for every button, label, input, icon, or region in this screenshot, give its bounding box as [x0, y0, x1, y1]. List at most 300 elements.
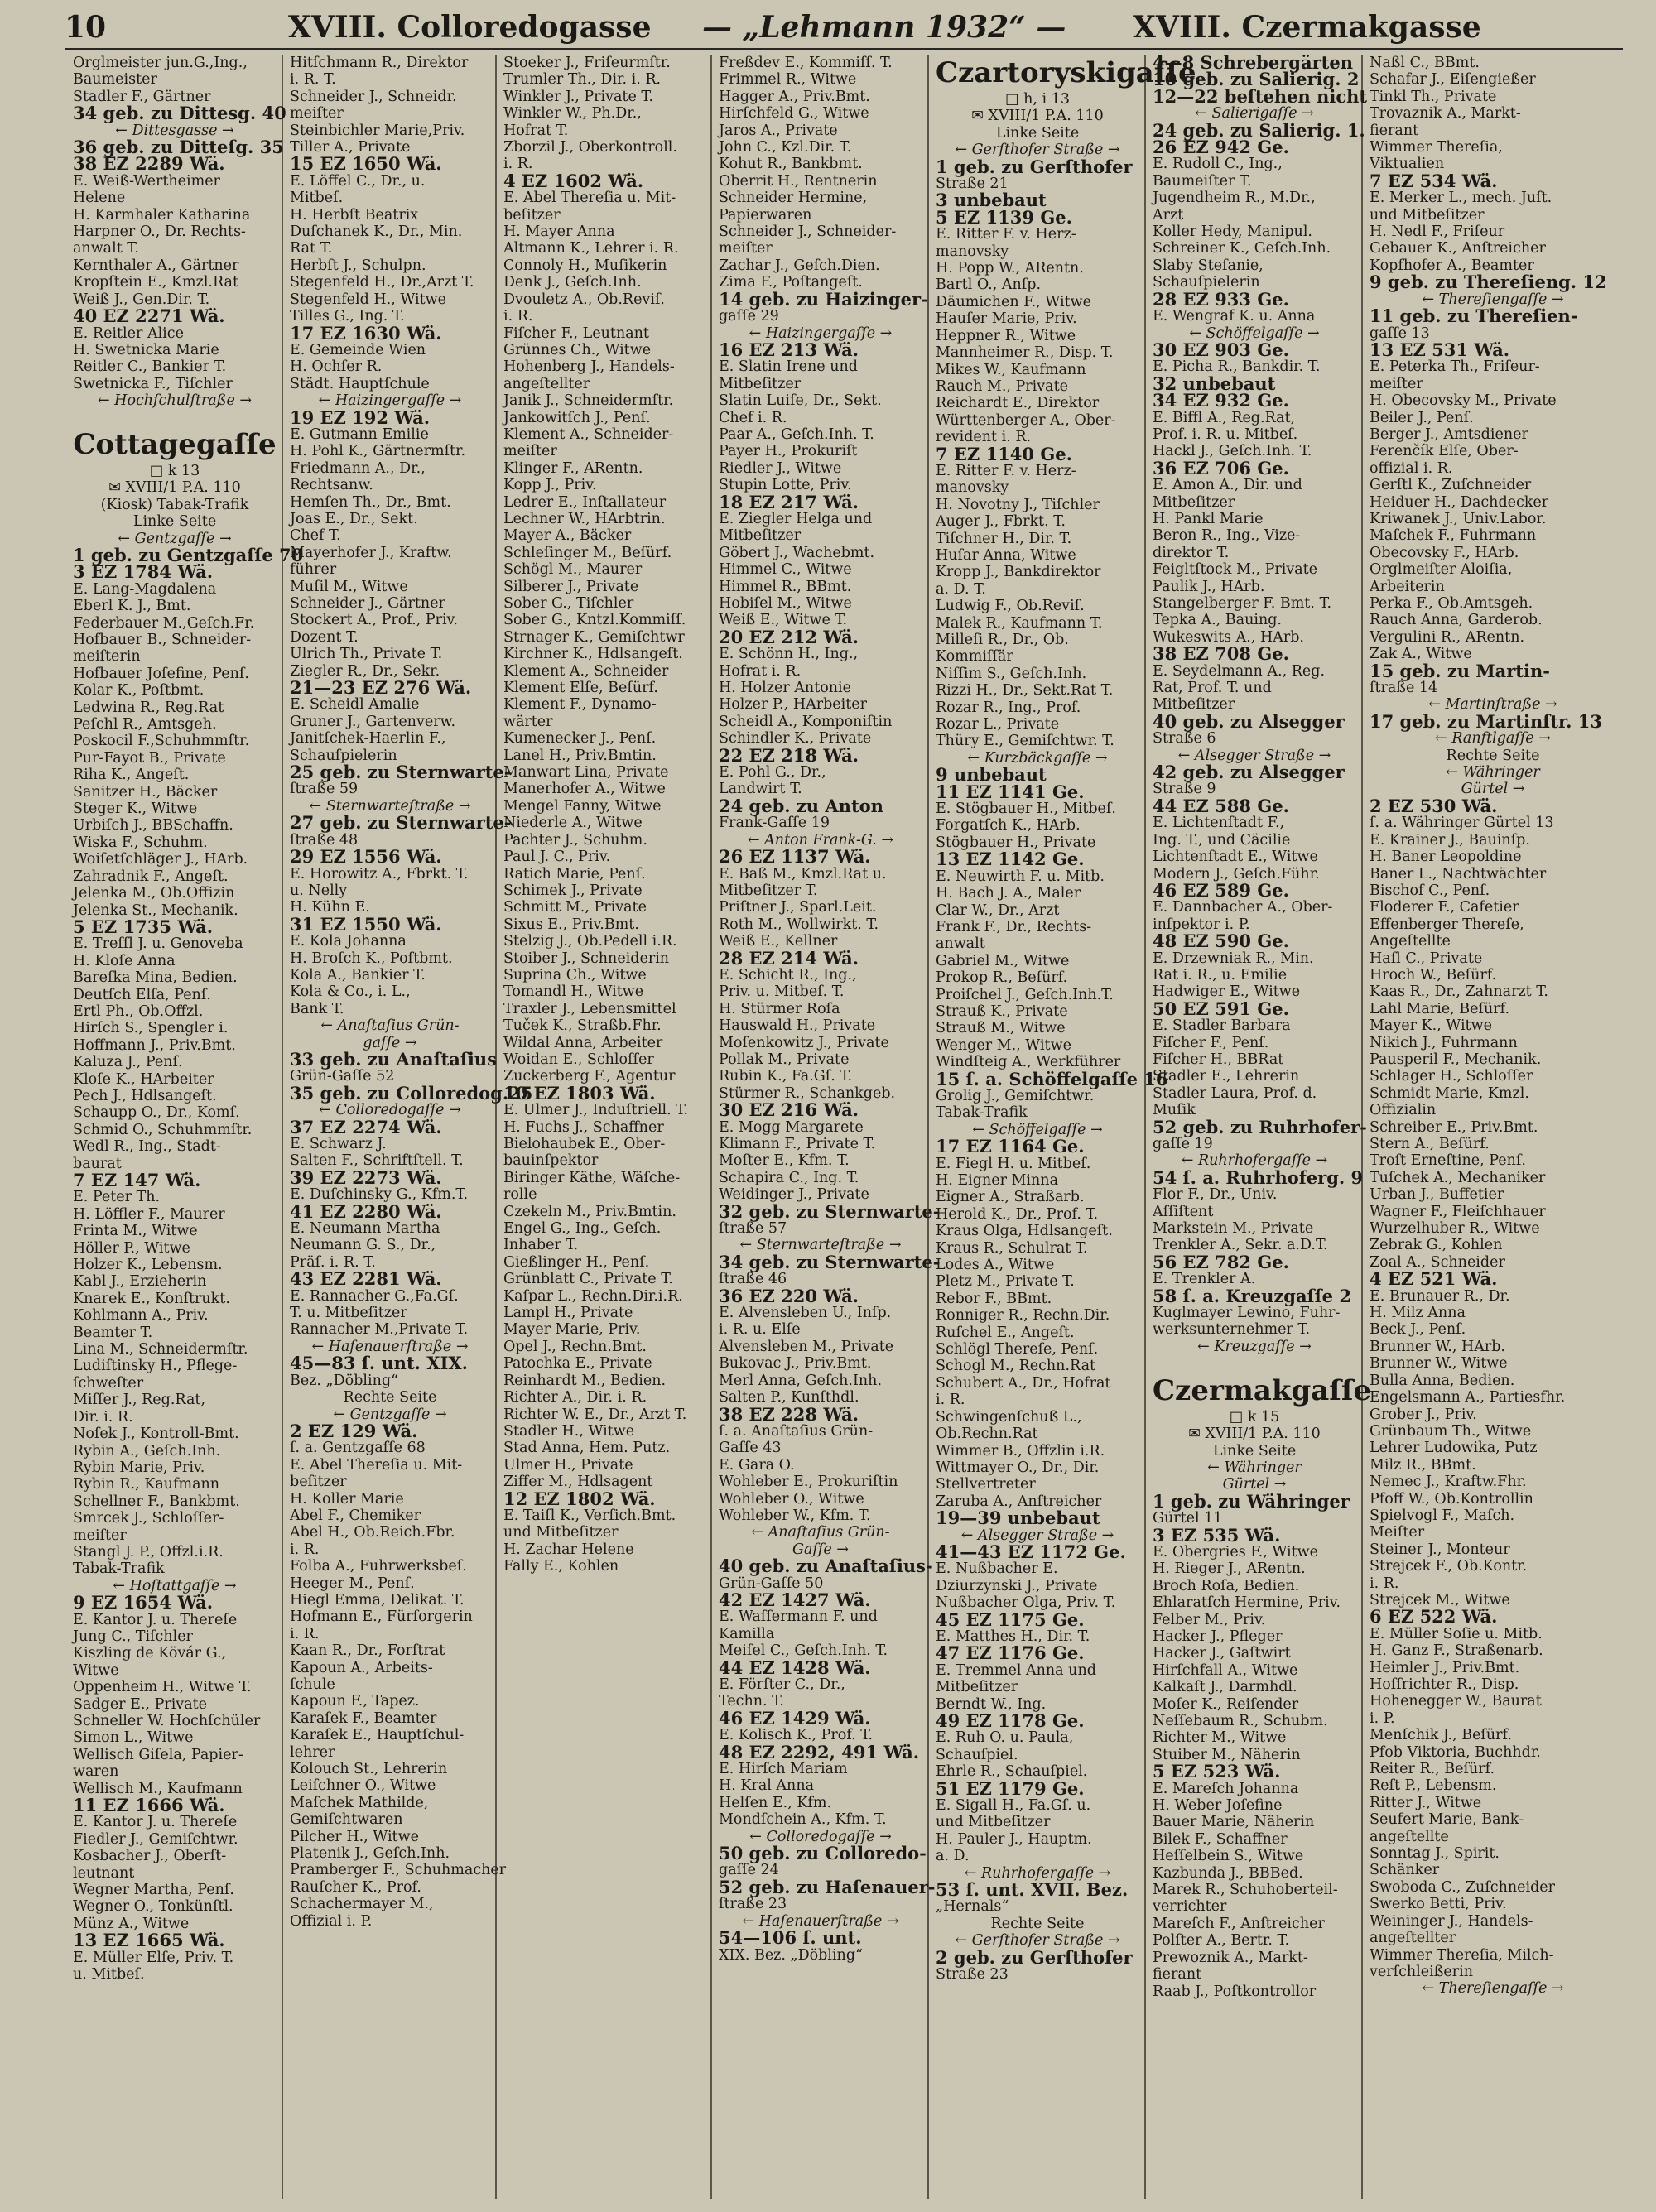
directory-line: Nemec J., Kraftw.Fhr. — [1370, 1474, 1527, 1491]
directory-line: Offizialin — [1370, 1102, 1437, 1119]
directory-line: H. Weber Joſefine — [1153, 1797, 1283, 1815]
directory-line: E. Neuwirth F. u. Mitb. — [936, 868, 1105, 885]
directory-line: ← Sternwarteſtraße → — [309, 797, 471, 815]
directory-line: 3 EZ 1784 Wä. — [73, 561, 214, 583]
directory-line: Himmel R., BBmt. — [719, 578, 852, 595]
directory-line: Stoeker J., Friſeurmſtr. — [503, 55, 671, 71]
directory-line: Landwirt T. — [719, 781, 802, 798]
directory-line: 2 EZ 129 Wä. — [290, 1420, 418, 1441]
directory-line: Patochka E., Private — [503, 1355, 652, 1373]
directory-line: Zima F., Poſtangeſt. — [719, 274, 863, 291]
directory-line: H. Stürmer Roſa — [719, 1000, 840, 1017]
directory-line: Schneider Hermine, — [719, 190, 868, 207]
directory-line: Brunner W., HArb. — [1370, 1338, 1505, 1355]
directory-line: ← Währinger — [1207, 1459, 1302, 1476]
directory-line: Urban J., Buffetier — [1370, 1186, 1504, 1204]
directory-line: Schwingenſchuß L., — [936, 1408, 1082, 1426]
directory-line: Stellvertreter — [936, 1476, 1036, 1493]
directory-line: Beck J., Penſ. — [1370, 1321, 1466, 1339]
directory-line: Gebauer K., Anſtreicher — [1370, 240, 1546, 257]
directory-line: E. Lichtenſtadt F., — [1153, 815, 1285, 832]
directory-line: 36 EZ 706 Ge. — [1153, 457, 1289, 478]
directory-line: Hauswald H., Private — [719, 1017, 876, 1035]
directory-line: Payer H., Prokuriſt — [719, 443, 858, 460]
directory-line: Reitler C., Bankier T. — [73, 358, 227, 376]
directory-line: Jung C., Tiſchler — [73, 1628, 193, 1645]
directory-line: Schmitt M., Private — [503, 899, 647, 916]
directory-line: ← Hochſchulſtraße → — [97, 392, 253, 410]
directory-line: Wenger M., Witwe — [936, 1036, 1071, 1054]
directory-line: Hofbauer B., Schneider- — [73, 632, 252, 648]
directory-line: Wellisch Giſela, Papier- — [73, 1746, 243, 1763]
directory-line: Mitbeſ. — [290, 190, 344, 207]
directory-line: Schauſpielerin — [290, 747, 397, 764]
directory-line: i. R. — [1370, 1575, 1399, 1592]
directory-line: Württenberger A., Ober- — [936, 411, 1116, 429]
directory-line: Gaſſe 43 — [719, 1440, 782, 1457]
directory-line: 49 EZ 1178 Ge. — [936, 1710, 1085, 1731]
directory-line: (Kiosk) Tabak-Trafik — [100, 496, 249, 513]
directory-line: Slaby Steſanie, — [1153, 257, 1264, 274]
directory-line: angeſtellte — [1370, 1828, 1449, 1845]
directory-line: Stupin Lotte, Priv. — [719, 477, 852, 494]
directory-line: Lehrer Ludowika, Putz — [1370, 1440, 1538, 1457]
directory-line: Moſenkowitz J., Private — [719, 1034, 889, 1051]
directory-line: Orglmeister jun.G.,Ing., — [73, 55, 248, 71]
directory-line: Schindler K., Private — [719, 730, 872, 748]
directory-line: 53 ſ. unt. XVII. Bez. — [936, 1879, 1129, 1901]
directory-line: Mareſch F., Anſtreicher — [1153, 1915, 1325, 1932]
directory-line: Mannheimer R., Disp. T. — [936, 344, 1114, 362]
directory-line: Tabak-Trafik — [936, 1104, 1028, 1122]
directory-line: ← Alsegger Straße → — [960, 1527, 1114, 1544]
directory-line: E. Pohl G., Dr., — [719, 764, 826, 781]
page-number: 10 — [65, 10, 107, 45]
directory-line: H. Mayer Anna — [503, 224, 615, 241]
directory-line: Clar W., Dr., Arzt — [936, 902, 1060, 919]
directory-line: Kosbacher J., Oberſt- — [73, 1848, 227, 1865]
directory-line: ← Anton Frank-G. → — [747, 831, 894, 849]
directory-line: Zachar J., Geſch.Dien. — [719, 257, 880, 274]
directory-line: Strejcek M., Witwe — [1370, 1591, 1510, 1609]
directory-line: H. Eigner Minna — [936, 1172, 1059, 1189]
directory-line: H. Rieger J., ARentn. — [1153, 1560, 1306, 1578]
directory-line: Wegner O., Tonkünſtl. — [73, 1898, 233, 1916]
directory-line: Hirſchfall A., Witwe — [1153, 1661, 1298, 1679]
directory-line: Friedmann A., Dr., — [290, 459, 426, 477]
directory-line: Biringer Käthe, Wäſche- — [503, 1169, 681, 1186]
directory-line: Maſchek F., Fuhrmann — [1370, 527, 1537, 545]
directory-line: Floderer F., Cafetier — [1370, 899, 1519, 916]
directory-line: Mitbeſitzer — [1153, 696, 1235, 714]
directory-line: Ing. T., und Cäcilie — [1153, 831, 1291, 849]
center-running-title: — „Lehmann 1932“ — — [702, 10, 1066, 45]
directory-line: 34 geb. zu Sternwarte- — [719, 1251, 941, 1272]
directory-line: ſ. a. Anaſtaſius Grün- — [719, 1422, 874, 1440]
directory-line: fierant — [1370, 122, 1419, 139]
directory-line: Schapira C., Ing. T. — [719, 1169, 859, 1186]
directory-line: 16 EZ 213 Wä. — [719, 339, 859, 360]
directory-line: Wurzelhuber R., Witwe — [1370, 1220, 1540, 1238]
directory-line: E. Kantor J. u. Thereſe — [73, 1611, 238, 1628]
directory-line: Pachter J., Schuhm. — [503, 831, 647, 849]
directory-line: Kola & Co., i. L., — [290, 983, 411, 1001]
directory-line — [73, 410, 277, 426]
directory-line: Tiſchner H., Dir. T. — [936, 530, 1072, 547]
directory-line: Schmidt Marie, Kmzl. — [1370, 1084, 1529, 1102]
directory-line: 1 geb. zu Gerſthofer — [936, 156, 1133, 177]
directory-line: Stadler H., Witwe — [503, 1422, 635, 1440]
directory-line: Ehlaratſch Hermine, Priv. — [1153, 1594, 1341, 1612]
directory-line: ſtraße 46 — [719, 1271, 787, 1288]
directory-line: Naßl C., BBmt. — [1370, 55, 1480, 71]
directory-line: Federbauer M.,Geſch.Fr. — [73, 614, 255, 632]
directory-line: Maſchek Mathilde, — [290, 1794, 429, 1811]
directory-line: 41 EZ 2280 Wä. — [290, 1200, 442, 1222]
directory-line: Klement A., Schneider- — [503, 426, 674, 443]
directory-line: Wohleber E., Prokuriſtin — [719, 1474, 898, 1491]
directory-line: gaſſe → — [363, 1034, 417, 1051]
directory-line: Altmann K., Lehrer i. R. — [503, 240, 679, 257]
directory-line: Stern A., Beſürf. — [1370, 1136, 1490, 1152]
directory-line: Richter A., Dir. i. R. — [503, 1389, 647, 1407]
directory-line: Hitſchmann R., Direktor — [290, 55, 469, 71]
directory-line: H. Kühn E. — [290, 899, 370, 916]
directory-line: anwalt — [936, 935, 985, 953]
directory-line: Mayer Marie, Priv. — [503, 1321, 641, 1339]
directory-line: Inhaber T. — [503, 1237, 579, 1254]
directory-line: E. Schönn H., Ing., — [719, 646, 859, 663]
directory-line: 5 EZ 1139 Ge. — [936, 206, 1072, 228]
directory-line: Gabriel M., Witwe — [936, 952, 1070, 969]
directory-line: Meiſter — [1370, 1524, 1425, 1541]
directory-line: Pech J., Hdlsangeſt. — [73, 1087, 217, 1104]
directory-line: E. Kolisch K., Prof. T. — [719, 1727, 873, 1744]
directory-line: Angeſtellte — [1370, 933, 1451, 950]
directory-line: Nußbacher Olga, Priv. T. — [936, 1594, 1116, 1612]
directory-line: Stad Anna, Hem. Putz. — [503, 1440, 671, 1457]
directory-line: gaſſe 19 — [1153, 1136, 1213, 1152]
directory-line: Wegner Martha, Penſ. — [73, 1882, 234, 1899]
directory-line: Steger K., Witwe — [73, 801, 198, 818]
directory-line: Stegenfeld H., Dr.,Arzt T. — [290, 274, 474, 291]
directory-line: 6 EZ 522 Wä. — [1370, 1606, 1498, 1628]
directory-line: Wukeswits A., HArb. — [1153, 628, 1304, 646]
directory-line: H. Popp W., ARentn. — [936, 260, 1084, 277]
directory-line: 38 EZ 2289 Wä. — [73, 153, 225, 175]
directory-line: 10 geb. zu Salierig. 2 — [1153, 69, 1360, 90]
directory-line: Kriwanek J., Univ.Labor. — [1370, 510, 1547, 527]
directory-line: 24 geb. zu Salierig. 1. — [1153, 119, 1365, 141]
column-6 — [1146, 52, 1372, 2199]
directory-line: meiſterin — [73, 648, 141, 666]
directory-line: bauinſpektor — [503, 1152, 599, 1170]
directory-line: Richter M., Witwe — [1153, 1729, 1287, 1747]
directory-line: meiſter — [503, 443, 557, 460]
directory-line: 45—83 ſ. unt. XIX. — [290, 1353, 468, 1374]
directory-line: 17 geb. zu Martinſtr. 13 — [1370, 710, 1602, 732]
directory-line: E. Peterka Th., Friſeur- — [1370, 358, 1540, 376]
directory-line: Menſchik J., Beſürf. — [1370, 1727, 1512, 1744]
directory-line: ← Anaſtaſius Grün- — [751, 1524, 890, 1541]
directory-line: H. Karmhaler Katharina — [73, 206, 251, 224]
directory-line: Schmid O., Schuhmmſtr. — [73, 1121, 253, 1138]
directory-line: Helſen E., Kfm. — [719, 1794, 832, 1811]
directory-line: Nikich J., Fuhrmann — [1370, 1034, 1518, 1051]
directory-line: 7 EZ 1140 Ge. — [936, 443, 1072, 464]
directory-line: H. Broſch K., Poſtbmt. — [290, 950, 453, 967]
directory-line: Malek R., Kaufmann T. — [936, 614, 1103, 632]
directory-line: H. Baner Leopoldine — [1370, 849, 1522, 866]
directory-line: 4 EZ 521 Wä. — [1370, 1268, 1498, 1290]
directory-line: Schogl M., Rechn.Rat — [936, 1358, 1096, 1375]
directory-line: Reiter R., Beſürf. — [1370, 1761, 1495, 1778]
directory-line: Bareſka Mina, Bedien. — [73, 969, 238, 987]
directory-line: Salten F., Schriftſtell. T. — [290, 1152, 464, 1170]
directory-line: Rybin A., Geſch.Inh. — [73, 1442, 221, 1459]
directory-line: □ k 13 — [149, 462, 200, 479]
directory-line: Kirchner K., Hdlsangeſt. — [503, 646, 683, 663]
directory-line: Heſſelbein S., Witwe — [1153, 1848, 1304, 1865]
directory-line: Straße 6 — [1153, 730, 1216, 748]
directory-line: Herold K., Dr., Prof. T. — [936, 1205, 1099, 1223]
directory-line: Däumichen F., Witwe — [936, 293, 1091, 310]
directory-line: Klement A., Schneider — [503, 662, 669, 680]
directory-line: gaſſe 29 — [719, 308, 779, 325]
directory-line — [1153, 1355, 1356, 1372]
directory-line: H. Milz Anna — [1370, 1305, 1466, 1322]
directory-line: Eigner A., Straßarb. — [936, 1189, 1085, 1206]
directory-line: Koller Hedy, Manipul. — [1153, 224, 1312, 241]
directory-line: Stadler E., Lehrerin — [1153, 1068, 1300, 1085]
directory-line: 11 geb. zu Thereſien- — [1370, 305, 1578, 327]
directory-line: Richter W. E., Dr., Arzt T. — [503, 1406, 687, 1423]
directory-line: Gießlinger H., Penſ. — [503, 1253, 650, 1271]
directory-line: Stögbauer H., Private — [936, 834, 1096, 851]
directory-line: beſitzer — [290, 1474, 347, 1491]
directory-line: Schubert A., Dr., Hofrat — [936, 1374, 1111, 1392]
directory-line: 36 EZ 220 Wä. — [719, 1285, 859, 1306]
directory-line: 47 EZ 1176 Ge. — [936, 1642, 1085, 1664]
directory-line: inſpektor i. P. — [1153, 916, 1250, 933]
directory-line: Hirſchfeld G., Witwe — [719, 105, 869, 123]
directory-line: E. Abel Thereſia u. Mit- — [290, 1456, 463, 1474]
directory-line: Wohleber O., Witwe — [719, 1490, 864, 1508]
directory-line: Schauſpiel. — [936, 1746, 1018, 1763]
directory-line: E. Stögbauer H., Mitbeſ. — [936, 801, 1116, 818]
street-heading: Czermakgaſſe — [1153, 1373, 1372, 1407]
directory-line: 32 geb. zu Sternwarte- — [719, 1200, 941, 1222]
directory-line: Offizial i. P. — [290, 1912, 373, 1930]
directory-line: ← Ranftlgaſſe → — [1435, 730, 1551, 748]
directory-line: E. Gutmann Emilie — [290, 426, 429, 443]
directory-line: revident i. R. — [936, 429, 1032, 446]
directory-line: Frimmel R., Witwe — [719, 71, 857, 89]
directory-line: Weiß J., Gen.Dir. T. — [73, 291, 210, 308]
directory-line: Fiſcher F., Penſ. — [1153, 1034, 1269, 1051]
directory-line: Schauſpielerin — [1153, 274, 1260, 291]
directory-line: offizial i. R. — [1370, 459, 1453, 477]
directory-line: 7 EZ 534 Wä. — [1370, 170, 1498, 191]
directory-line: Jugendheim R., M.Dr., — [1153, 190, 1316, 207]
directory-line: Gaſſe → — [792, 1541, 849, 1558]
directory-line: Rat i. R., u. Emilie — [1153, 966, 1288, 983]
directory-line: Obecovsky F., HArb. — [1370, 544, 1519, 561]
directory-line: Aſſiſtent — [1153, 1203, 1214, 1220]
directory-line: H. Zachar Helene — [503, 1541, 634, 1558]
directory-line: E. Ritter F. v. Herz- — [936, 462, 1076, 479]
directory-line: ← Colloredogaſſe → — [319, 1102, 461, 1119]
street-heading: Czartoryskigaſſe — [936, 56, 1196, 89]
directory-line: Alvensleben M., Private — [719, 1338, 894, 1355]
directory-line: E. Obergries F., Witwe — [1153, 1543, 1318, 1560]
directory-line: Ertl Ph., Ob.Offzl. — [73, 1003, 204, 1020]
directory-line: Felber M., Priv. — [1153, 1611, 1266, 1628]
directory-line: gaſſe 13 — [1370, 325, 1430, 342]
directory-line: „Hernals“ — [936, 1898, 1009, 1916]
directory-line: 40 geb. zu Anaſtaſius- — [719, 1556, 933, 1577]
directory-line: Strejcek F., Ob.Kontr. — [1370, 1558, 1528, 1575]
directory-line: 34 EZ 932 Ge. — [1153, 390, 1289, 411]
directory-line: 50 geb. zu Colloredo- — [719, 1843, 927, 1864]
directory-line: Muſik — [1153, 1102, 1196, 1119]
directory-line: Urbiſch J., BBSchaffn. — [73, 817, 233, 834]
directory-line: Auger J., Fbrkt. T. — [936, 513, 1066, 531]
directory-line: Lodes A., Witwe — [936, 1257, 1055, 1274]
directory-line: beſitzer — [503, 206, 561, 224]
directory-line: H. Herbſt Beatrix — [290, 206, 419, 224]
directory-line: Smrcek J., Schloſſer- — [73, 1510, 224, 1527]
directory-line: Ludiſtinsky H., Pflege- — [73, 1358, 238, 1375]
directory-line: Lichtenſtadt E., Witwe — [1153, 849, 1318, 866]
directory-line: 33 geb. zu Anaſtaſius — [290, 1048, 498, 1070]
directory-line: Bielohaubek E., Ober- — [503, 1136, 666, 1152]
directory-line: Effenberger Thereſe, — [1370, 916, 1524, 933]
directory-line: Vergulini R., ARentn. — [1370, 628, 1525, 646]
directory-line: Chef i. R. — [719, 409, 787, 426]
directory-line: Prokop R., Beſürf. — [936, 969, 1068, 987]
directory-line: 48 EZ 2292, 491 Wä. — [719, 1741, 920, 1762]
directory-line: E. Müller Elſe, Priv. T. — [73, 1949, 234, 1966]
directory-line: Traxler J., Lebensmittel — [503, 1000, 676, 1017]
directory-line: manovsky — [936, 479, 1009, 497]
directory-line: Heiduer H., Dachdecker — [1370, 493, 1549, 511]
directory-line: E. Treſſl J. u. Genoveba — [73, 935, 243, 953]
directory-line: Noſek J., Kontroll-Bmt. — [73, 1426, 239, 1443]
directory-line: Bank T. — [290, 1000, 344, 1017]
directory-line: Brunner W., Witwe — [1370, 1355, 1508, 1373]
directory-line: Grünnes Ch., Witwe — [503, 341, 652, 358]
directory-line: Janitſchek-Haerlin F., — [290, 730, 446, 748]
directory-line: Roth M., Wollwirkt. T. — [719, 916, 879, 933]
directory-line: Hroch W., Beſürf. — [1370, 966, 1497, 983]
directory-line: Windſteig A., Werkführer — [936, 1054, 1121, 1071]
directory-line: Zahradnik F., Angeſt. — [73, 868, 229, 885]
directory-line: Schafar J., Eiſengießer — [1370, 71, 1536, 89]
directory-line: 3 unbebaut — [936, 190, 1047, 211]
directory-line: ← Haſenauerſtraße → — [311, 1338, 469, 1355]
directory-line: E. Gara O. — [719, 1456, 795, 1474]
directory-line: ← Hoſtattgaſſe → — [113, 1577, 237, 1594]
directory-line: meiſter — [1370, 375, 1423, 392]
directory-line: Orglmeiſter Aloiſia, — [1370, 561, 1513, 579]
directory-line: ſtraße 23 — [719, 1896, 787, 1913]
directory-line: Stockert A., Prof., Priv. — [290, 612, 458, 629]
directory-line: Trumler Th., Dir. i. R. — [503, 71, 662, 89]
directory-line: Rybin R., Kaufmann — [73, 1476, 220, 1493]
directory-line: ✉ XVIII/1 P.A. 110 — [971, 108, 1104, 125]
directory-line: Ledwina R., Reg.Rat — [73, 699, 224, 716]
directory-line: 46 EZ 1429 Wä. — [719, 1707, 871, 1729]
directory-line: meiſter — [719, 240, 773, 257]
directory-line: Kaas R., Dr., Zahnarzt T. — [1370, 983, 1548, 1001]
directory-line: Städt. Hauptſchule — [290, 375, 430, 392]
directory-line: Leiſchner O., Witwe — [290, 1777, 436, 1795]
directory-line: Ob.Rechn.Rat — [936, 1426, 1038, 1443]
directory-line: Ulmer H., Private — [503, 1456, 633, 1474]
directory-line: Kaan R., Dr., Forſtrat — [290, 1642, 445, 1660]
directory-line: 10 EZ 1803 Wä. — [503, 1082, 656, 1104]
directory-line: ſtraße 57 — [719, 1220, 787, 1238]
directory-line: Sanitzer H., Bäcker — [73, 783, 218, 801]
directory-line: Ratich Marie, Penſ. — [503, 865, 646, 882]
directory-line: Abel F., Chemiker — [290, 1507, 421, 1524]
directory-line: Lanel H., Priv.Bmtin. — [503, 747, 657, 764]
directory-line: Stadler F., Gärtner — [73, 88, 211, 105]
directory-line: Straße 9 — [1153, 781, 1216, 798]
directory-line: E. Ziegler Helga und — [719, 510, 873, 527]
directory-line: ← Anaſtaſius Grün- — [320, 1017, 460, 1035]
directory-line: 54—106 ſ. unt. — [719, 1927, 862, 1949]
directory-line: H. Koller Marie — [290, 1490, 404, 1508]
directory-line: 51 EZ 1179 Ge. — [936, 1777, 1085, 1799]
directory-line: Niſſim S., Geſch.Inh. — [936, 665, 1087, 682]
directory-line: Rechtsanw. — [290, 477, 373, 494]
directory-line: Straße 23 — [936, 1966, 1009, 1984]
directory-line: E. Seydelmann A., Reg. — [1153, 662, 1326, 680]
directory-line: 15 geb. zu Martin- — [1370, 660, 1550, 681]
directory-line: Oberrit H., Rentnerin — [719, 172, 878, 190]
directory-line: Bez. „Döbling“ — [290, 1372, 399, 1389]
directory-line: Jelenka M., Ob.Offizin — [73, 885, 235, 902]
directory-line: E. Hirſch Mariam — [719, 1761, 848, 1778]
directory-line: Mitbeſitzer — [719, 375, 802, 392]
directory-line: Mitbeſitzer T. — [719, 882, 818, 899]
directory-line: E. Mareſch Johanna — [1153, 1780, 1299, 1797]
directory-line: Engelsmann A., Partiesfhr. — [1370, 1389, 1566, 1407]
directory-line: Schimek J., Private — [503, 882, 643, 899]
directory-line: Steinbichler Marie,Priv. — [290, 122, 465, 139]
column-3 — [497, 55, 712, 2199]
directory-line: Bartl O., Anſp. — [936, 276, 1042, 294]
directory-line: Zak A., Witwe — [1370, 646, 1472, 663]
directory-line: Linke Seite — [995, 124, 1080, 142]
directory-line: Niederle A., Witwe — [503, 815, 643, 832]
directory-line: Forgatſch K., HArb. — [936, 817, 1081, 834]
directory-line: Strauß M., Witwe — [936, 1020, 1066, 1037]
directory-line: E. Stadler Barbara — [1153, 1017, 1291, 1035]
directory-line: Modern J., Geſch.Führ. — [1153, 865, 1320, 882]
directory-line: Frinta M., Witwe — [73, 1223, 198, 1240]
directory-line: Milleſi R., Dr., Ob. — [936, 632, 1069, 648]
directory-line: Hauſer Marie, Priv. — [936, 310, 1077, 328]
directory-line: XIX. Bez. „Döbling“ — [719, 1946, 863, 1964]
directory-line: Salten P., Kunſthdl. — [719, 1389, 859, 1407]
directory-line: Stadler Laura, Prof. d. — [1153, 1084, 1317, 1102]
directory-line: H. Novotny J., Tiſchler — [936, 496, 1100, 513]
directory-line: Wildal Anna, Arbeiter — [503, 1034, 663, 1051]
directory-line: 21—23 EZ 276 Wä. — [290, 677, 472, 699]
